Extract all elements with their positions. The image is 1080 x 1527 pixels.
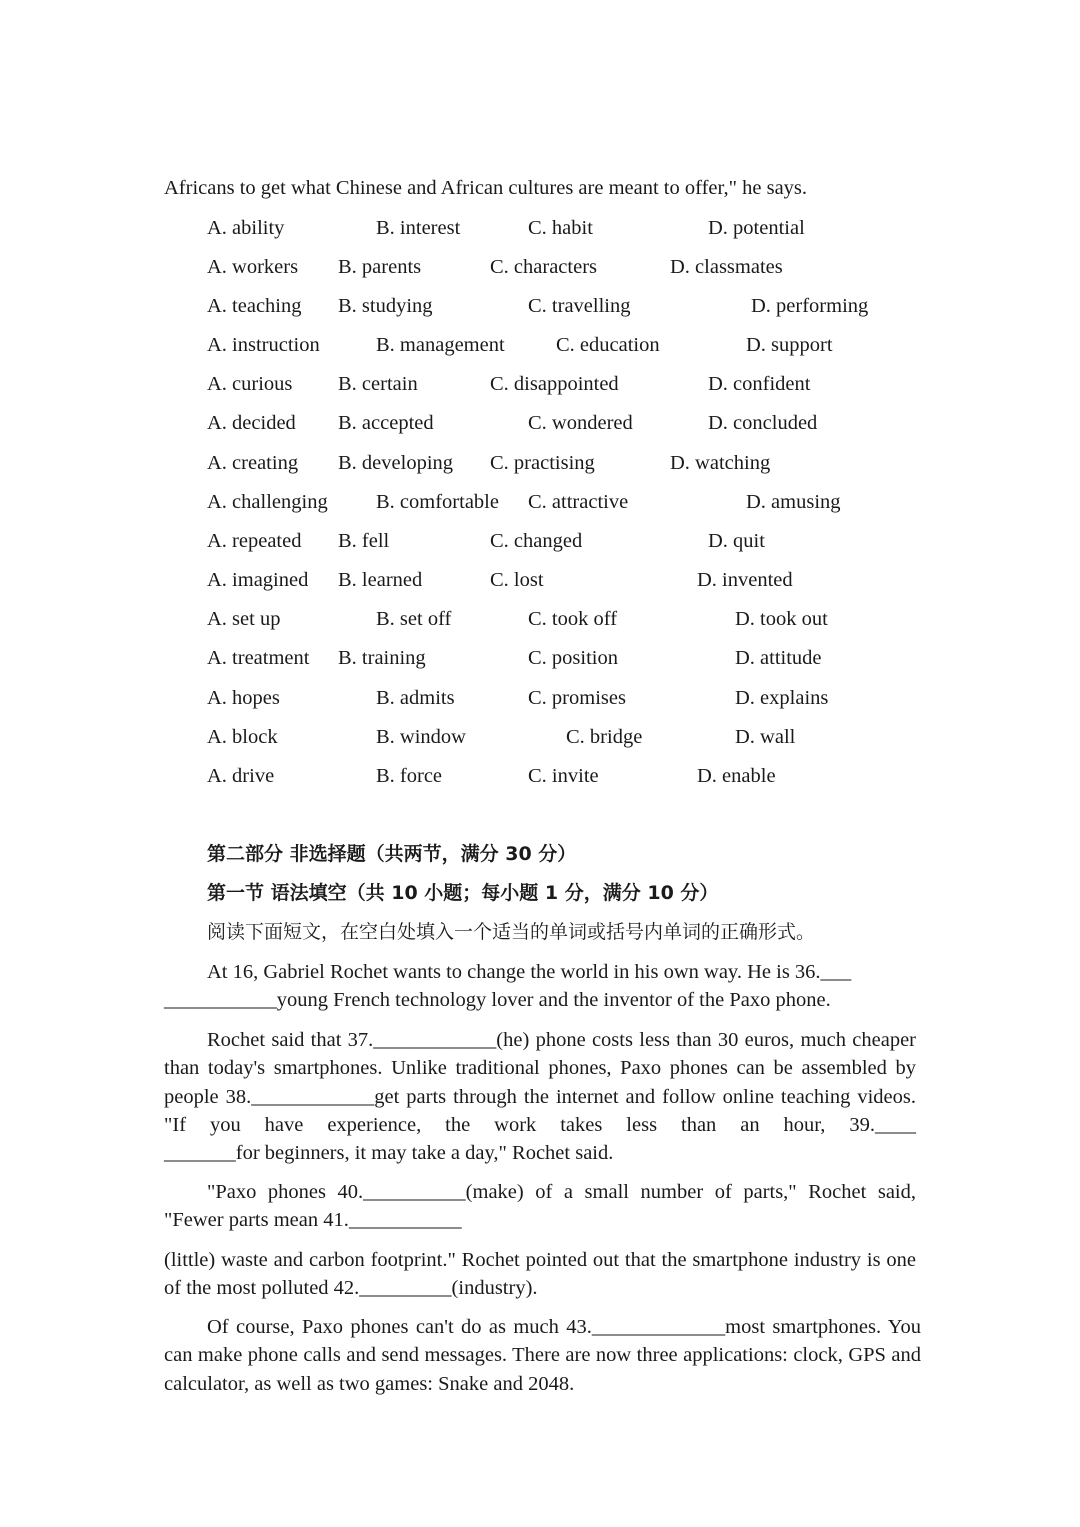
option-a: A. curious xyxy=(207,373,293,395)
option-d: D. amusing xyxy=(746,491,841,513)
option-a: A. workers xyxy=(207,256,299,278)
option-d: D. enable xyxy=(697,765,776,787)
option-b: B. management xyxy=(376,334,505,356)
option-d: D. concluded xyxy=(708,412,818,434)
option-b: B. training xyxy=(338,647,426,669)
part2-heading: 第二部分 非选择题（共两节，满分 30 分） xyxy=(207,843,577,865)
passage-paragraph-2-last-line: _______for beginners, it may take a day," Rochet said. xyxy=(164,1142,614,1164)
option-b: B. force xyxy=(376,765,443,787)
option-a: A. instruction xyxy=(207,334,320,356)
option-b: B. learned xyxy=(338,569,423,591)
option-d: D. attitude xyxy=(735,647,822,669)
option-d: D. confident xyxy=(708,373,811,395)
option-c: C. practising xyxy=(490,452,595,474)
option-b: B. parents xyxy=(338,256,422,278)
option-d: D. performing xyxy=(751,295,869,317)
option-a: A. creating xyxy=(207,452,299,474)
option-b: B. window xyxy=(376,726,466,748)
option-b: B. developing xyxy=(338,452,454,474)
option-d: D. classmates xyxy=(670,256,783,278)
option-c: C. education xyxy=(556,334,660,356)
passage-paragraph-1-line-2: ___________young French technology lover and the inventor of the Paxo phone. xyxy=(164,989,831,1011)
option-a: A. repeated xyxy=(207,530,302,552)
option-d: D. invented xyxy=(697,569,793,591)
option-c: C. promises xyxy=(528,687,626,709)
option-a: A. hopes xyxy=(207,687,280,709)
option-b: B. set off xyxy=(376,608,452,630)
option-d: D. quit xyxy=(708,530,765,552)
option-d: D. wall xyxy=(735,726,796,748)
option-c: C. attractive xyxy=(528,491,629,513)
intro-line: Africans to get what Chinese and African cultures are meant to offer," he says. xyxy=(164,177,808,199)
option-c: C. bridge xyxy=(566,726,643,748)
option-b: B. fell xyxy=(338,530,390,552)
instruction-text: 阅读下面短文，在空白处填入一个适当的单词或括号内单词的正确形式。 xyxy=(207,921,816,943)
option-b: B. interest xyxy=(376,217,461,239)
option-a: A. set up xyxy=(207,608,281,630)
option-c: C. changed xyxy=(490,530,583,552)
option-d: D. potential xyxy=(708,217,805,239)
passage-paragraph-3: "Paxo phones 40.__________(make) of a small number of parts," Rochet said, "Fewer parts mean 41.___________ xyxy=(164,1181,916,1232)
option-a: A. ability xyxy=(207,217,285,239)
option-a: A. drive xyxy=(207,765,275,787)
option-a: A. teaching xyxy=(207,295,302,317)
option-a: A. treatment xyxy=(207,647,310,669)
option-b: B. accepted xyxy=(338,412,434,434)
option-c: C. travelling xyxy=(528,295,631,317)
option-b: B. comfortable xyxy=(376,491,499,513)
option-d: D. explains xyxy=(735,687,829,709)
option-b: B. certain xyxy=(338,373,418,395)
passage-paragraph-5: Of course, Paxo phones can't do as much 43._____________most smartphones. You can make phone calls and send messages. There are now three applications: clock, GPS and calculator, as well as two games: Snake and 2048. xyxy=(164,1316,921,1395)
option-a: A. decided xyxy=(207,412,296,434)
option-a: A. challenging xyxy=(207,491,328,513)
option-c: C. habit xyxy=(528,217,593,239)
option-c: C. position xyxy=(528,647,618,669)
option-c: C. invite xyxy=(528,765,599,787)
section1-heading: 第一节 语法填空（共 10 小题；每小题 1 分，满分 10 分） xyxy=(207,882,719,904)
option-a: A. block xyxy=(207,726,278,748)
option-b: B. studying xyxy=(338,295,433,317)
option-d: D. took out xyxy=(735,608,828,630)
option-d: D. support xyxy=(746,334,833,356)
option-c: C. took off xyxy=(528,608,618,630)
passage-paragraph-2: Rochet said that 37.____________(he) phone costs less than 30 euros, much cheaper than today's smartphones. Unlike traditional phones, Paxo phones can be assembled by people 38.____________get parts through the internet and follow online teaching videos. "If you have experience, the work takes less than an hour, 39.____ xyxy=(164,1029,916,1136)
option-c: C. lost xyxy=(490,569,544,591)
option-b: B. admits xyxy=(376,687,455,709)
passage-paragraph-4: (little) waste and carbon footprint." Rochet pointed out that the smartphone industry is one of the most polluted 42._________(industry). xyxy=(164,1249,916,1300)
option-c: C. characters xyxy=(490,256,597,278)
option-c: C. wondered xyxy=(528,412,633,434)
option-d: D. watching xyxy=(670,452,771,474)
passage-paragraph-1-line-1: At 16, Gabriel Rochet wants to change the world in his own way. He is 36.___ xyxy=(207,961,852,983)
option-a: A. imagined xyxy=(207,569,309,591)
option-c: C. disappointed xyxy=(490,373,619,395)
